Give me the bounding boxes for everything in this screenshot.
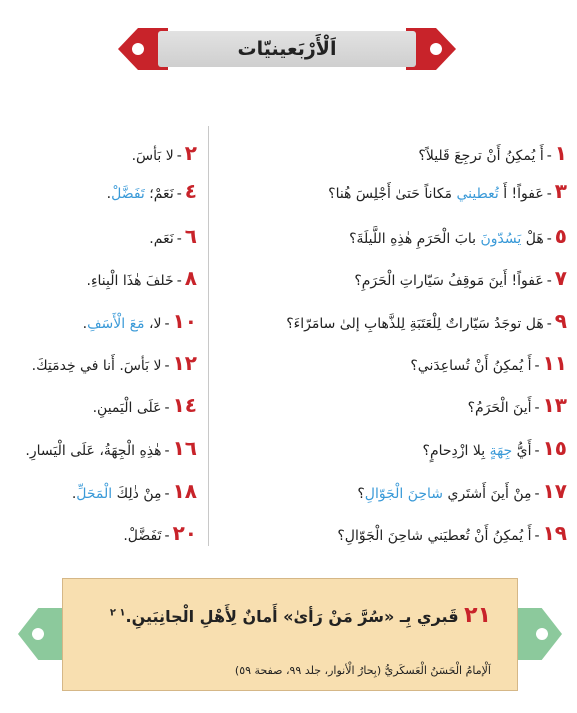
item-text: مِنْ أَينَ أَشتَري	[443, 486, 532, 502]
item-number: ٦	[184, 224, 197, 248]
item-text: لا بَأسَ.	[131, 148, 174, 164]
list-item: ٧-عَفواً! أَينَ مَوقِفُ سَيّاراتِ الْحَرَمِ؟	[354, 266, 567, 290]
quote-line	[71, 603, 491, 628]
list-item: ٩-هَل توجَدُ سَيّاراتٌ لِلْعَتَبَةِ لِلذَّهابِ إلىٰ سامَرّاءَ؟	[286, 309, 567, 333]
quote-text: قَبري بِـ «سُرَّ مَنْ رَأىٰ» أَمانٌ لِأَهْلِ الْجانِبَينِ.	[125, 607, 459, 626]
list-item: ١٦-هٰذِهِ الْجِهَةُ، عَلَى الْيَسارِ.	[25, 436, 197, 460]
item-text-highlight: الْمَحَلِّ	[76, 486, 113, 502]
column-divider	[208, 126, 209, 546]
item-text: بِلا ازْدِحامٍ؟	[422, 443, 490, 459]
item-number: ٢٠	[172, 521, 197, 545]
item-number: ١٢	[172, 351, 197, 375]
list-item: ١٧-مِنْ أَينَ أَشتَري شاحِنَ الْجَوّالِ؟	[357, 479, 567, 503]
item-text-highlight: يَسُدّونَ	[480, 231, 522, 247]
list-item: ١٩-أَ يُمكِنُ أَنْ تُعطيَني شاحِنَ الْجَوّالِ؟	[337, 521, 567, 545]
item-text: نَعَمْ؛	[144, 186, 174, 202]
list-item: ٤-نَعَمْ؛ تَفَضَّلْ.	[106, 179, 197, 203]
item-text-highlight: جِهَةٍ	[489, 443, 513, 459]
item-number: ١٤	[172, 393, 197, 417]
list-item: ٢-لا بَأسَ.	[131, 141, 197, 165]
list-item: ٦-نَعَم.	[149, 224, 197, 248]
list-item: ٥-هَلْ يَسُدّونَ بابَ الْحَرَمِ هٰذِهِ اللَّيلَةَ؟	[349, 224, 567, 248]
item-number: ١٧	[542, 479, 567, 503]
item-number: ١٥	[542, 436, 567, 460]
item-text: ؟	[357, 486, 365, 502]
list-item: ٢٠-تَفَضَّلْ.	[123, 521, 197, 545]
item-text: هٰذِهِ الْجِهَةُ، عَلَى الْيَسارِ.	[25, 443, 162, 459]
list-item: ١-أَ يُمكِنُ أَنْ ترجِعَ قَليلاً؟	[418, 141, 567, 165]
item-text: .	[71, 486, 77, 502]
item-text: عَفواً! أَينَ مَوقِفُ سَيّاراتِ الْحَرَمِ؟	[354, 273, 544, 289]
item-text: أَ يُمكِنُ أَنْ تُعطيَني شاحِنَ الْجَوّالِ؟	[337, 528, 532, 544]
list-item: ٨-خَلفَ هٰذَا الْبِناءِ.	[86, 266, 197, 290]
item-number: ٣	[554, 179, 567, 203]
item-number: ١٦	[172, 436, 197, 460]
list-item: ٣-عَفواً! أَ تُعطيني مَكاناً حَتىٰ أَجْلِسَ هُنا؟	[328, 179, 567, 203]
list-item: ١٥-أَيُّ جِهَةٍ بِلا ازْدِحامٍ؟	[422, 436, 567, 460]
item-number: ٢	[184, 141, 197, 165]
item-number: ٤	[184, 179, 197, 203]
item-text: أَ يُمكِنُ أَنْ تُساعِدَني؟	[410, 358, 532, 374]
footnote-mark: ١ ٢	[109, 607, 126, 619]
item-number: ٥	[554, 224, 567, 248]
item-number: ١٩	[542, 521, 567, 545]
item-text: أَينَ الْحَرَمُ؟	[467, 400, 532, 416]
item-text: مَكاناً حَتىٰ أَجْلِسَ هُنا؟	[328, 186, 457, 202]
quote-number: ٢١	[464, 603, 491, 628]
item-text-highlight: مَعَ الْأَسَفِ	[87, 316, 145, 332]
item-text: تَفَضَّلْ.	[123, 528, 162, 544]
item-text: أَ يُمكِنُ أَنْ ترجِعَ قَليلاً؟	[418, 148, 544, 164]
item-number: ١	[554, 141, 567, 165]
item-text: نَعَم.	[149, 231, 174, 247]
list-item: ١١-أَ يُمكِنُ أَنْ تُساعِدَني؟	[410, 351, 567, 375]
list-item: ١٤-عَلَى الْيَمينِ.	[92, 393, 197, 417]
item-text-highlight: تُعطيني	[456, 186, 499, 202]
item-number: ٧	[554, 266, 567, 290]
item-number: ١٨	[172, 479, 197, 503]
item-number: ١٠	[172, 309, 197, 333]
item-text: مِنْ ذٰلِكَ	[112, 486, 162, 502]
item-text: لا،	[144, 316, 162, 332]
item-text: أَيُّ	[512, 443, 532, 459]
list-item: ١٨-مِنْ ذٰلِكَ الْمَحَلِّ.	[71, 479, 197, 503]
list-item: ١٣-أَينَ الْحَرَمُ؟	[467, 393, 567, 417]
item-text: لا بَأسَ. أَنا في خِدمَتِكَ.	[31, 358, 162, 374]
item-text: هَلْ	[521, 231, 544, 247]
item-number: ١٣	[542, 393, 567, 417]
item-text: هَل توجَدُ سَيّاراتٌ لِلْعَتَبَةِ لِلذَّهابِ إلىٰ سامَرّاءَ؟	[286, 316, 544, 332]
item-number: ١١	[542, 351, 567, 375]
page-title: اَلْأَرْبَعينيّات	[237, 38, 337, 60]
item-number: ٩	[554, 309, 567, 333]
item-text: .	[106, 186, 112, 202]
item-number: ٨	[184, 266, 197, 290]
list-item: ١٠-لا، مَعَ الْأَسَفِ.	[82, 309, 197, 333]
item-text: خَلفَ هٰذَا الْبِناءِ.	[86, 273, 174, 289]
item-text: عَفواً! أَ	[498, 186, 544, 202]
item-text-highlight: شاحِنَ الْجَوّالِ	[364, 486, 444, 502]
list-item: ١٢-لا بَأسَ. أَنا في خِدمَتِكَ.	[31, 351, 197, 375]
quote-source: اَلْإمامُ الْحَسَنُ الْعَسكَريُّ (بِحارُ الْأنوار، جلد ٩٩، صفحة ٥٩)	[234, 664, 491, 677]
item-text: عَلَى الْيَمينِ.	[92, 400, 162, 416]
item-text: بابَ الْحَرَمِ هٰذِهِ اللَّيلَةَ؟	[349, 231, 481, 247]
item-text: .	[82, 316, 88, 332]
item-text-highlight: تَفَضَّلْ	[111, 186, 145, 202]
